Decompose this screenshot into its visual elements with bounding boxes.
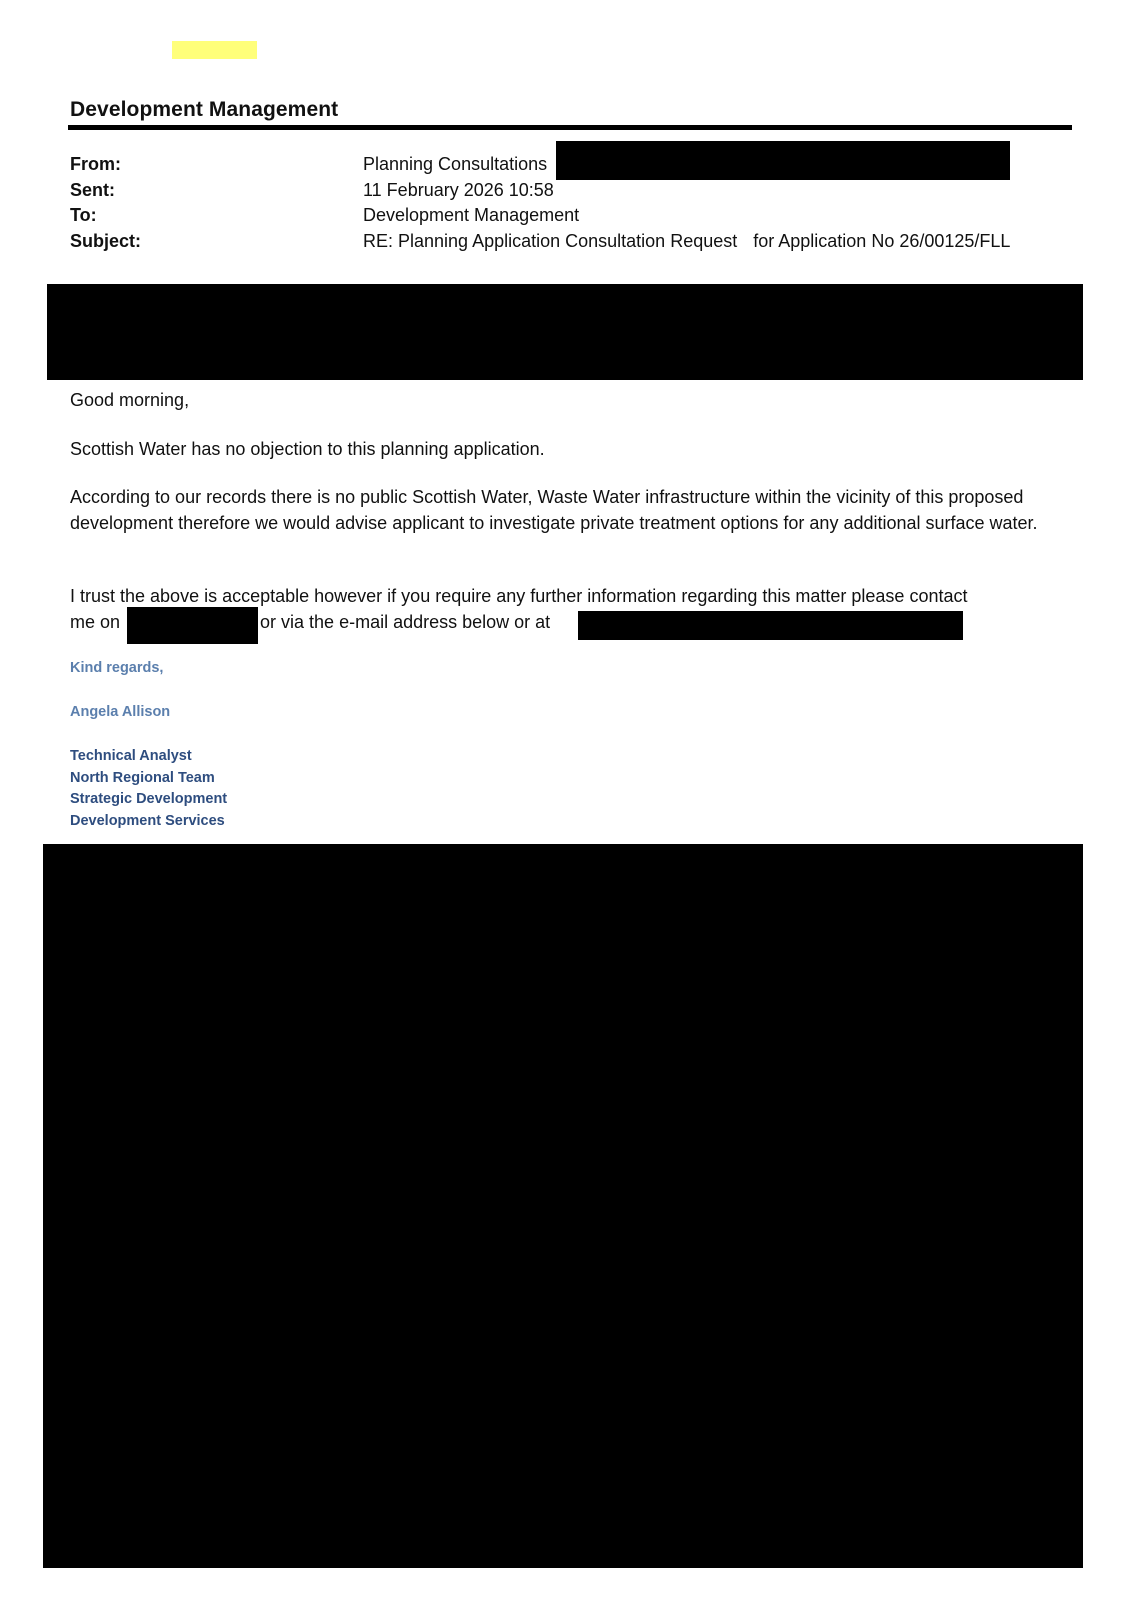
subject-value xyxy=(363,229,1010,255)
to-label: To: xyxy=(70,205,97,225)
redaction-email xyxy=(578,611,963,640)
signoff: Kind regards, xyxy=(70,660,164,676)
signature-line: Strategic Development xyxy=(70,791,228,807)
to-value: Development Management xyxy=(363,205,580,225)
redaction-banner xyxy=(47,284,1083,380)
contact-via: or via the e-mail address below or at xyxy=(260,611,551,632)
objection-statement: Scottish Water has no objection to this planning application. xyxy=(70,439,545,459)
subject-application-number: for Application No 26/00125/FLL xyxy=(753,230,1011,251)
meta-row-to xyxy=(70,203,1070,229)
subject-text: RE: Planning Application Consultation Request xyxy=(363,230,738,251)
sent-value: 11 February 2026 10:58 xyxy=(363,179,554,200)
signature-line: Technical Analyst xyxy=(70,748,192,764)
from-label: From: xyxy=(70,154,121,174)
meta-row-sent xyxy=(70,178,1070,204)
signature-name: Angela Allison xyxy=(70,704,171,720)
signature-line: North Regional Team xyxy=(70,769,215,786)
redaction-from-address xyxy=(556,141,1010,180)
signature-block xyxy=(70,746,227,832)
redaction-phone xyxy=(127,607,258,644)
sent-label: Sent: xyxy=(70,179,115,200)
meta-row-subject xyxy=(70,229,1070,255)
greeting: Good morning, xyxy=(70,390,190,410)
header-divider xyxy=(68,125,1072,130)
subject-label: Subject: xyxy=(70,230,142,251)
records-paragraph: According to our records there is no public Scottish Water, Waste Water infrastructure within the vicinity of this proposed development therefore we would advise applicant to investigate private treatment options for any additional surface water. xyxy=(70,487,1038,533)
highlight-mark xyxy=(172,41,257,59)
from-value: Planning Consultations xyxy=(363,154,548,174)
page-title: Development Management xyxy=(70,98,339,121)
redaction-footer xyxy=(43,844,1083,1568)
contact-line-1: I trust the above is acceptable however if you require any further information regarding this matter please contact xyxy=(70,586,968,606)
contact-me-on: me on xyxy=(70,611,121,632)
signature-line: Development Services xyxy=(70,812,225,829)
